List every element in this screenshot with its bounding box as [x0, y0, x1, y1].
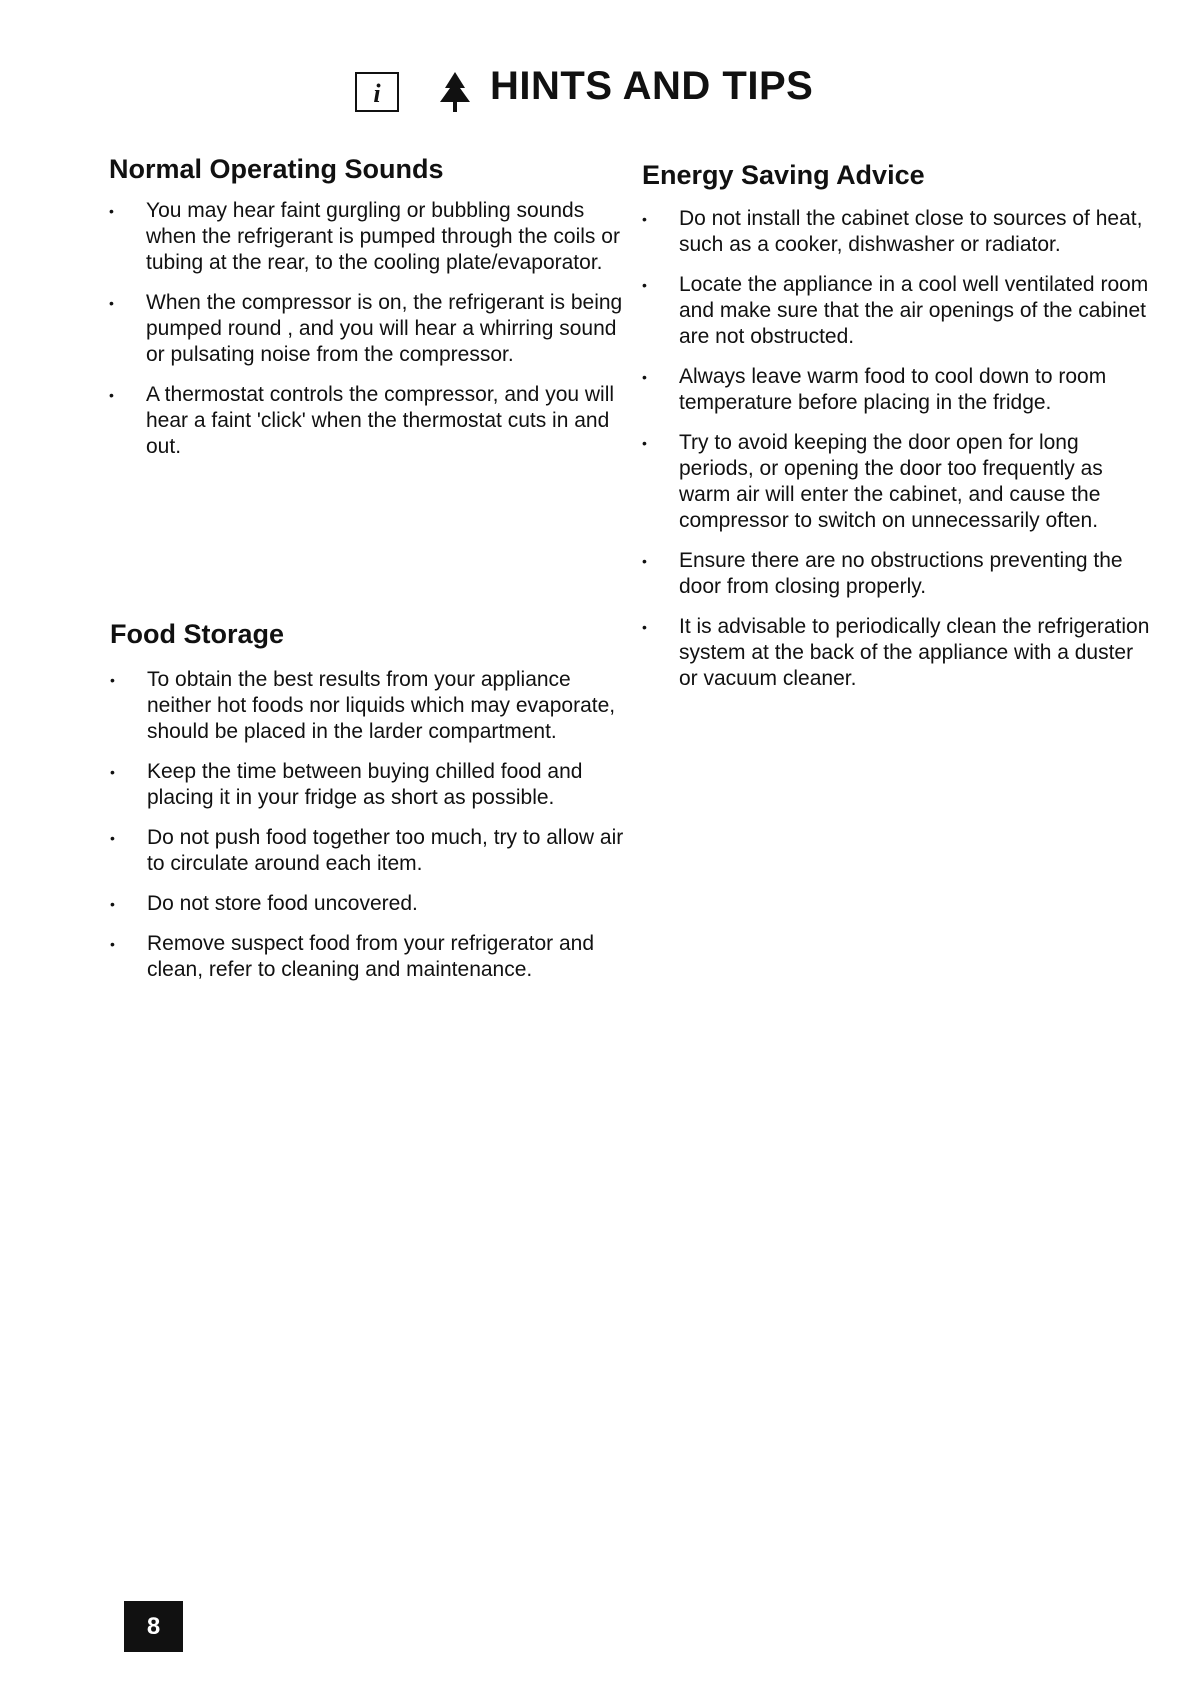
list-item: [109, 198, 624, 276]
list-item: [109, 290, 624, 368]
bullet-list: [642, 206, 1152, 692]
bullet-icon: •: [110, 896, 115, 912]
list-item: [110, 667, 625, 745]
list-item-text: Do not store food uncovered.: [147, 892, 418, 915]
list-item: [642, 206, 1152, 258]
section-heading: Normal Operating Sounds: [109, 154, 444, 184]
bullet-icon: •: [642, 277, 647, 293]
list-item: [110, 931, 625, 983]
page-number-badge: [124, 1601, 183, 1652]
page-header: [0, 62, 1191, 122]
list-item: [642, 430, 1152, 534]
section-heading: Energy Saving Advice: [642, 160, 925, 190]
food-storage-section: [110, 617, 625, 997]
info-icon: [355, 72, 399, 112]
info-icon-glyph: i: [373, 79, 381, 108]
list-item-text: Locate the appliance in a cool well ventilated room and make sure that the air openings of the cabinet are not obstructed.: [679, 273, 1149, 348]
list-item: [642, 364, 1152, 416]
bullet-icon: •: [109, 387, 114, 403]
bullet-icon: •: [110, 672, 115, 688]
list-item: [642, 272, 1152, 350]
bullet-list: [110, 667, 625, 983]
bullet-list: [109, 198, 624, 460]
list-item-text: Do not install the cabinet close to sources of heat, such as a cooker, dishwasher or radiator.: [679, 207, 1143, 256]
bullet-icon: •: [109, 295, 114, 311]
bullet-icon: •: [110, 830, 115, 846]
list-item-text: Keep the time between buying chilled food and placing it in your fridge as short as possible.: [147, 760, 583, 809]
tree-icon: [437, 70, 473, 114]
list-item-text: To obtain the best results from your appliance neither hot foods nor liquids which may evaporate, should be placed in the larder compartment.: [147, 668, 616, 743]
bullet-icon: •: [642, 553, 647, 569]
list-item: [110, 759, 625, 811]
list-item-text: Always leave warm food to cool down to room temperature before placing in the fridge.: [679, 365, 1107, 414]
bullet-icon: •: [110, 764, 115, 780]
list-item-text: Remove suspect food from your refrigerator and clean, refer to cleaning and maintenance.: [147, 932, 595, 981]
list-item: [109, 382, 624, 460]
list-item-text: You may hear faint gurgling or bubbling sounds when the refrigerant is pumped through the coils or tubing at the rear, to the cooling plate/evaporator.: [146, 199, 620, 274]
list-item: [642, 614, 1152, 692]
bullet-icon: •: [109, 203, 114, 219]
energy-saving-advice-section: [642, 158, 1152, 706]
page-title: HINTS AND TIPS: [490, 64, 814, 108]
bullet-icon: •: [642, 619, 647, 635]
list-item: [642, 548, 1152, 600]
section-heading: Food Storage: [110, 619, 284, 649]
list-item-text: It is advisable to periodically clean the refrigeration system at the back of the appliance with a duster or vacuum cleaner.: [679, 615, 1150, 690]
list-item-text: When the compressor is on, the refrigerant is being pumped round , and you will hear a whirring sound or pulsating noise from the compressor.: [146, 291, 623, 366]
normal-operating-sounds-section: [109, 152, 624, 474]
bullet-icon: •: [642, 211, 647, 227]
list-item-text: Do not push food together too much, try to allow air to circulate around each item.: [147, 826, 624, 875]
bullet-icon: •: [642, 369, 647, 385]
bullet-icon: •: [642, 435, 647, 451]
list-item: [110, 825, 625, 877]
page-number: 8: [146, 1612, 161, 1640]
list-item-text: Ensure there are no obstructions preventing the door from closing properly.: [679, 549, 1123, 598]
bullet-icon: •: [110, 936, 115, 952]
list-item-text: Try to avoid keeping the door open for long periods, or opening the door too frequently as warm air will enter the cabinet, and cause the compressor to switch on unnecessarily often.: [679, 431, 1103, 532]
list-item-text: A thermostat controls the compressor, and you will hear a faint 'click' when the thermostat cuts in and out.: [146, 383, 615, 458]
list-item: [110, 891, 625, 917]
